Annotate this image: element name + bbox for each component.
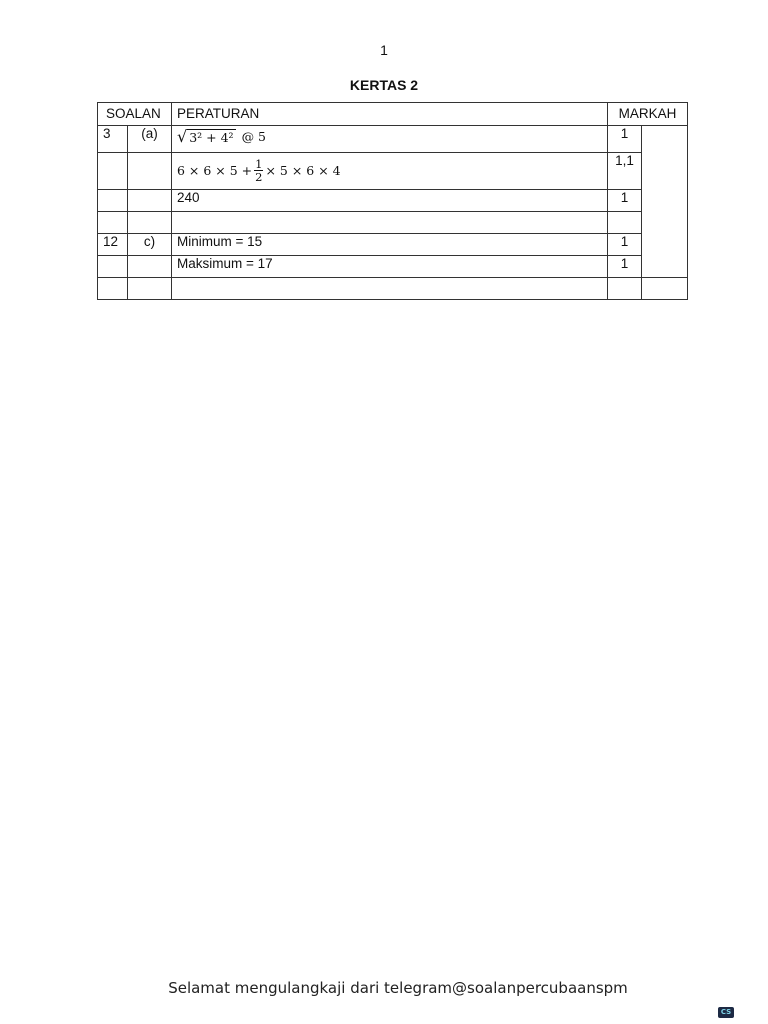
expr-right: × 5 × 6 × 4	[265, 162, 341, 178]
fraction	[254, 158, 263, 183]
table-row-empty	[98, 278, 688, 300]
sqrt-expression	[177, 129, 266, 145]
extra-column-cell	[642, 126, 688, 278]
table-row-empty	[98, 212, 688, 234]
fraction-numerator: 1	[255, 156, 263, 171]
table-row	[98, 190, 688, 212]
table-row	[98, 256, 688, 278]
table-row	[98, 126, 688, 153]
marking-scheme-table	[97, 102, 688, 300]
page-title: KERTAS 2	[349, 77, 419, 93]
volume-expression	[177, 153, 602, 187]
mark-cell: 1	[608, 256, 642, 278]
rule-cell	[172, 153, 608, 190]
alt-answer: @ 5	[241, 129, 266, 144]
expr-left: 6 × 6 × 5 +	[177, 162, 253, 178]
mark-cell: 1	[608, 190, 642, 212]
camscanner-logo-icon: CS	[718, 1007, 734, 1018]
mark-cell: 1	[608, 234, 642, 256]
footer-text: Selamat mengulangkaji dari telegram@soalanpercubaanspm	[168, 979, 628, 997]
rule-cell: Maksimum = 17	[172, 256, 608, 278]
mark-cell: 1	[608, 126, 642, 153]
table-row	[98, 153, 688, 190]
radical-sign-icon: √	[177, 127, 188, 146]
radicand: 3² + 4²	[189, 130, 234, 145]
table-row	[98, 234, 688, 256]
header-soalan: SOALAN	[98, 103, 172, 126]
fraction-denominator: 2	[255, 169, 263, 184]
question-part: (a)	[128, 126, 172, 153]
rule-cell: Minimum = 15	[172, 234, 608, 256]
mark-cell: 1,1	[608, 153, 642, 190]
question-number: 12	[98, 234, 128, 256]
rule-cell: 240	[172, 190, 608, 212]
page-number: 1	[380, 42, 388, 58]
question-part: c)	[128, 234, 172, 256]
header-markah: MARKAH	[608, 103, 688, 126]
rule-cell	[172, 126, 608, 153]
header-peraturan: PERATURAN	[172, 103, 608, 126]
table-header-row	[98, 103, 688, 126]
question-number: 3	[98, 126, 128, 153]
